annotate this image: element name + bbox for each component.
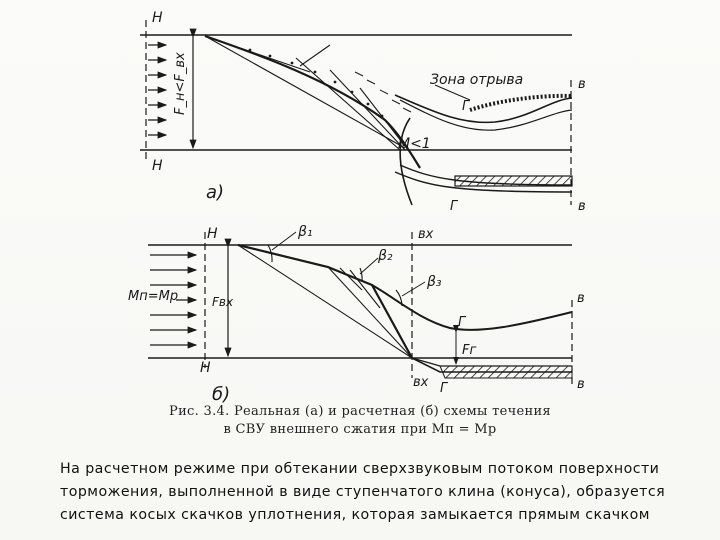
b-hatched-wall	[440, 366, 572, 378]
label-area-ratio: F_н<F_вх	[173, 52, 188, 115]
b-cowl-contour	[372, 285, 572, 330]
label-beta1: β₁	[298, 224, 313, 240]
body-paragraph	[60, 458, 700, 527]
label-b-h-bottom: Н	[200, 360, 211, 376]
separation-zone-hatching	[470, 96, 572, 110]
b-lower-wall-inner	[412, 358, 572, 366]
label-a-v-top: в	[578, 77, 586, 92]
beta1-leader	[272, 232, 296, 250]
label-b-g-upper: Г	[458, 315, 466, 330]
figure-caption-line-2: в СВУ внешнего сжатия при Mп = Mр	[223, 422, 497, 437]
label-f-vx: Fвх	[212, 295, 234, 309]
label-b-vx-top: вх	[418, 227, 434, 242]
label-a-g-upper: Г	[462, 99, 470, 114]
beta2-leader	[360, 258, 378, 274]
incoming-flow-arrows	[148, 45, 166, 135]
label-panel-b: б)	[212, 384, 231, 405]
body-line-1: На расчетном режиме при обтекании сверхзвуковым потоком поверхности	[60, 461, 660, 477]
label-beta2: β₂	[378, 248, 393, 264]
label-b-g-lower: Г	[440, 381, 448, 396]
label-a-g-lower: Г	[450, 199, 458, 214]
label-a-v-bottom: в	[578, 199, 586, 214]
label-beta3: β₃	[427, 274, 442, 290]
wedge-surface	[205, 36, 420, 168]
beta3-leader	[402, 282, 425, 296]
label-mach-subsonic: M<1	[398, 136, 431, 152]
label-f-g: Fг	[462, 343, 477, 358]
oblique-shocks	[205, 36, 408, 150]
label-mach-equality: Mп=Mр	[128, 289, 179, 304]
figure-caption-line-1: Рис. 3.4. Реальная (а) и расчетная (б) схемы течения	[169, 404, 551, 419]
label-separation-zone: Зона отрыва	[430, 72, 524, 88]
label-panel-a: а)	[206, 182, 225, 203]
normal-shock-curve	[400, 118, 412, 205]
panel-a	[140, 20, 572, 205]
label-b-v-bottom: в	[577, 377, 585, 392]
separation-boundary	[395, 95, 572, 122]
label-a-h-top: Н	[152, 10, 163, 26]
label-a-h-bottom: Н	[152, 158, 163, 174]
label-b-v-top: в	[577, 291, 585, 306]
label-b-h-top: Н	[207, 226, 218, 242]
body-line-2: торможения, выполненной в виде ступенчатого клина (конуса), образуется	[60, 484, 666, 500]
label-b-vx-bottom: вх	[413, 375, 429, 390]
cowl-hatched-wall	[455, 176, 572, 186]
body-line-3: система косых скачков уплотнения, которая замыкается прямым скачком	[60, 507, 650, 523]
